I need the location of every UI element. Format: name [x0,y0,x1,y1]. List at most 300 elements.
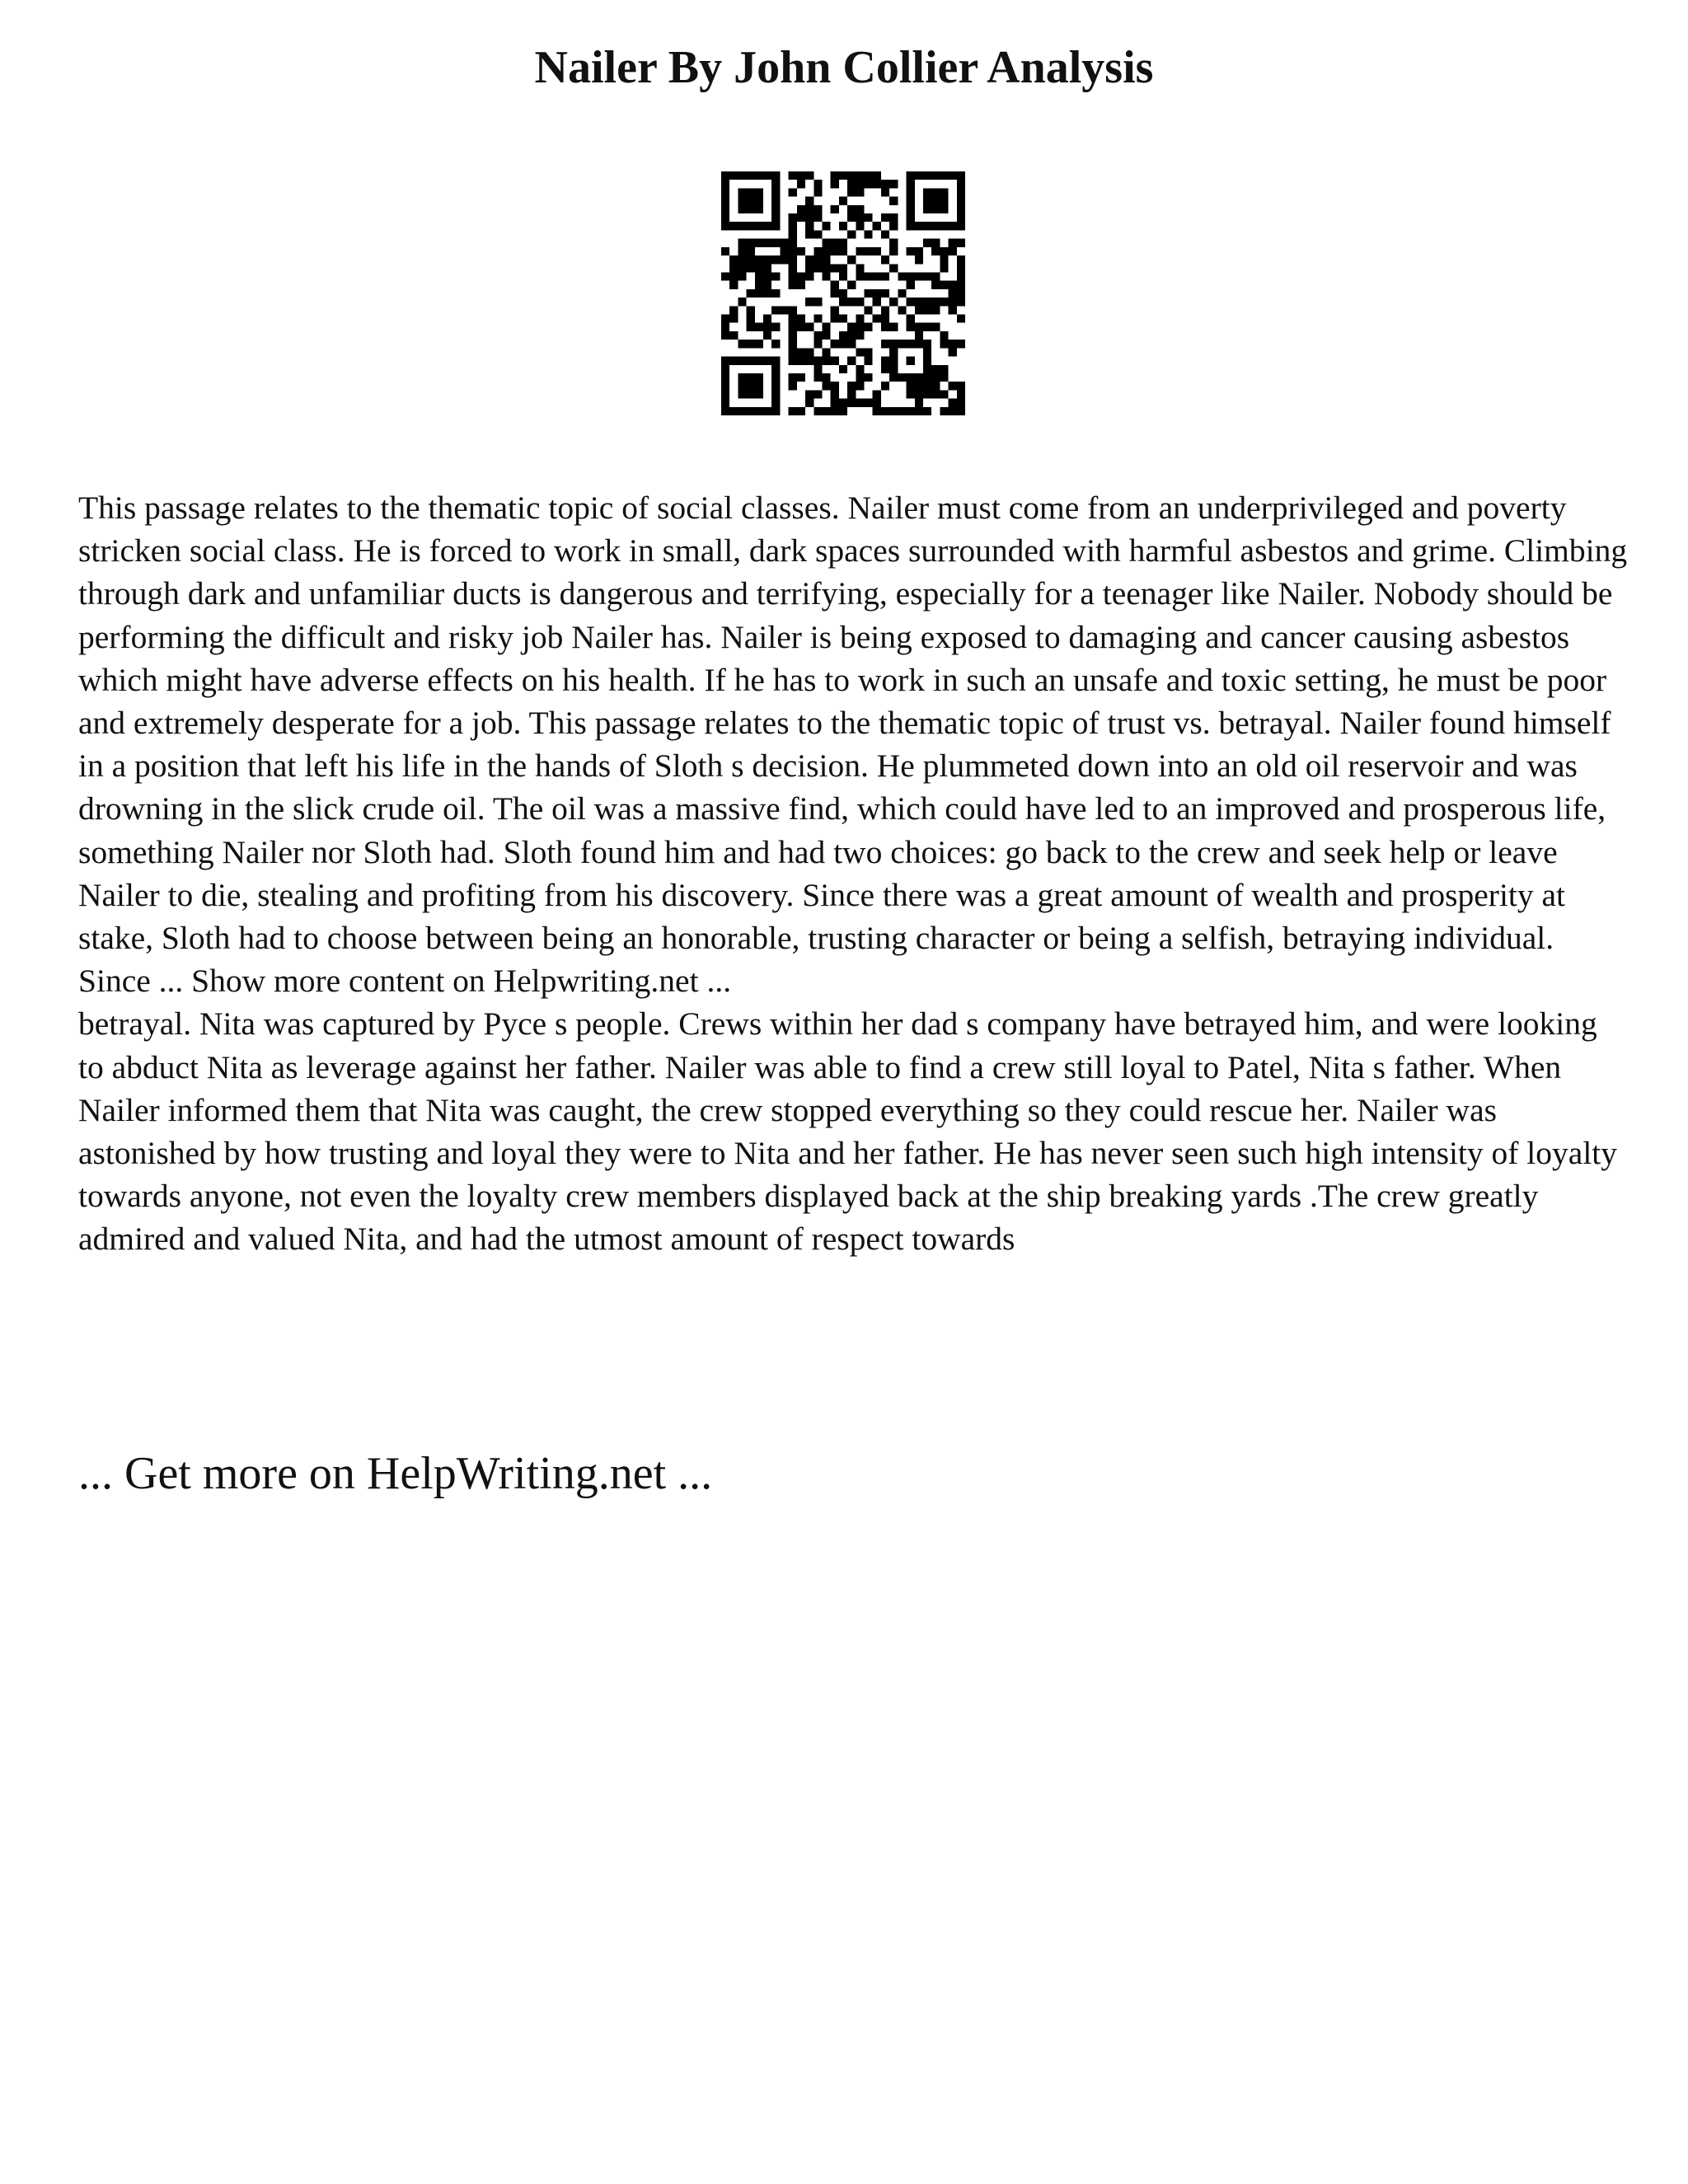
qr-module [907,382,915,390]
qr-module [822,331,830,340]
qr-module [839,407,847,415]
qr-module [907,357,915,365]
qr-module [805,390,814,398]
qr-module [814,340,822,348]
qr-module [907,197,915,205]
qr-module [940,264,948,272]
qr-module [957,407,965,415]
qr-module [889,180,898,188]
qr-module [721,272,729,280]
qr-module [839,365,847,373]
qr-module [949,281,957,289]
qr-module [931,171,940,180]
qr-module [923,348,931,356]
qr-module [771,255,780,264]
qr-module [915,399,923,407]
document-body [78,486,1628,1261]
qr-module [881,188,889,196]
qr-module [915,272,923,280]
qr-module [957,298,965,306]
qr-module [814,188,822,196]
qr-module [747,357,755,365]
qr-module [721,247,729,255]
qr-module [721,315,729,323]
qr-module [907,373,915,382]
qr-module [822,348,830,356]
qr-module [729,407,738,415]
qr-module [931,281,940,289]
qr-module [907,323,915,331]
qr-module [915,171,923,180]
qr-module [889,373,898,382]
qr-module [805,205,814,213]
qr-module [889,213,898,222]
qr-module [873,315,881,323]
qr-module [721,180,729,188]
qr-module [923,407,931,415]
qr-module [865,171,873,180]
qr-module [763,222,771,230]
qr-module [805,348,814,356]
qr-module [789,188,797,196]
qr-module [881,365,889,373]
qr-module [915,306,923,314]
qr-module [923,298,931,306]
qr-module [898,272,906,280]
qr-module [889,222,898,230]
qr-module [839,399,847,407]
qr-module [822,357,830,365]
qr-module [856,399,864,407]
qr-module [747,255,755,264]
qr-module [957,213,965,222]
qr-module [915,323,923,331]
qr-module [957,399,965,407]
qr-code-image [721,171,965,415]
qr-module [940,188,948,196]
qr-module [865,289,873,298]
qr-module [940,205,948,213]
qr-module [721,197,729,205]
qr-module [755,197,763,205]
qr-module [923,306,931,314]
qr-module [822,239,830,247]
qr-module [805,357,814,365]
qr-module [881,180,889,188]
qr-module [789,213,797,222]
qr-module [771,213,780,222]
qr-module [856,373,864,382]
qr-module [873,222,881,230]
qr-module [805,222,814,230]
qr-module [747,407,755,415]
qr-module [949,399,957,407]
qr-module [738,197,746,205]
qr-module [889,340,898,348]
qr-module [931,222,940,230]
qr-module [780,239,788,247]
qr-module [847,382,856,390]
qr-module [940,281,948,289]
qr-module [729,171,738,180]
qr-module [923,239,931,247]
qr-module [771,272,780,280]
qr-module [881,382,889,390]
qr-module [763,323,771,331]
qr-module [881,213,889,222]
qr-module [940,373,948,382]
qr-module [889,357,898,365]
qr-module [831,340,839,348]
qr-module [865,373,873,382]
qr-module [957,315,965,323]
qr-module [814,315,822,323]
qr-module [889,407,898,415]
qr-module [755,357,763,365]
qr-module [865,323,873,331]
qr-module [747,171,755,180]
qr-module [881,407,889,415]
qr-module [822,222,830,230]
qr-module [729,357,738,365]
qr-module [747,188,755,196]
qr-module [839,340,847,348]
qr-module [957,239,965,247]
qr-module [873,289,881,298]
qr-module [898,289,906,298]
qr-module [949,306,957,314]
qr-module [915,407,923,415]
qr-module [949,247,957,255]
qr-module [847,180,856,188]
qr-module [873,171,881,180]
qr-module [847,331,856,340]
qr-module [771,222,780,230]
qr-module [747,247,755,255]
qr-module [721,407,729,415]
qr-module [907,171,915,180]
qr-module [814,213,822,222]
qr-module [797,357,805,365]
qr-module [831,205,839,213]
qr-module [747,205,755,213]
qr-module [931,390,940,398]
qr-module [931,306,940,314]
qr-module [865,180,873,188]
qr-module [814,407,822,415]
qr-module [831,315,839,323]
qr-module [839,298,847,306]
qr-module [738,407,746,415]
qr-module [831,180,839,188]
qr-module [721,323,729,331]
qr-module [747,222,755,230]
qr-module [839,171,847,180]
qr-module [771,239,780,247]
qr-module [847,205,856,213]
qr-module [738,222,746,230]
qr-module [923,171,931,180]
qr-module [747,264,755,272]
qr-module [805,255,814,264]
qr-module [839,272,847,280]
qr-module [721,399,729,407]
qr-module [923,390,931,398]
qr-module [797,213,805,222]
qr-module [797,315,805,323]
qr-module [931,382,940,390]
qr-module [797,373,805,382]
qr-module [856,264,864,272]
qr-module [822,407,830,415]
qr-module [831,264,839,272]
qr-module [789,331,797,340]
qr-module [789,255,797,264]
qr-module [949,348,957,356]
qr-module [915,298,923,306]
qr-module [755,373,763,382]
qr-module [721,213,729,222]
qr-module [789,407,797,415]
qr-module [847,255,856,264]
qr-module [805,264,814,272]
qr-module [763,357,771,365]
qr-module [940,331,948,340]
qr-module [881,289,889,298]
qr-module [856,365,864,373]
qr-module [931,239,940,247]
qr-module [747,306,755,314]
qr-module [873,247,881,255]
qr-module [847,188,856,196]
qr-module [738,205,746,213]
qr-module [797,407,805,415]
qr-module [771,407,780,415]
qr-module [931,365,940,373]
qr-module [755,205,763,213]
qr-module [898,373,906,382]
qr-module [839,331,847,340]
qr-module [771,171,780,180]
qr-module [747,239,755,247]
qr-module [747,390,755,398]
qr-module [831,390,839,398]
get-more-link[interactable]: ... Get more on HelpWriting.net ... [78,1448,713,1499]
qr-module [865,230,873,238]
qr-module [856,247,864,255]
qr-module [729,222,738,230]
qr-module [729,255,738,264]
qr-module [957,382,965,390]
qr-module [771,399,780,407]
qr-module [738,247,746,255]
qr-module [881,255,889,264]
qr-module [814,331,822,340]
qr-module [755,171,763,180]
qr-module [847,171,856,180]
qr-module [839,289,847,298]
qr-module [889,264,898,272]
qr-module [889,348,898,356]
qr-module [957,222,965,230]
qr-module [856,315,864,323]
document-title: Nailer By John Collier Analysis [534,42,1154,93]
qr-module [755,222,763,230]
qr-module [957,390,965,398]
qr-module [957,340,965,348]
qr-module [822,323,830,331]
qr-module [805,171,814,180]
qr-module [856,298,864,306]
qr-module [771,365,780,373]
qr-module [789,281,797,289]
qr-module [949,171,957,180]
qr-module [721,171,729,180]
qr-module [831,247,839,255]
qr-module [923,188,931,196]
qr-module [889,247,898,255]
qr-module [738,188,746,196]
qr-module [721,331,729,340]
qr-module [822,382,830,390]
qr-module [873,272,881,280]
qr-module [856,188,864,196]
qr-module [822,255,830,264]
qr-module [789,348,797,356]
qr-module [949,382,957,390]
qr-module [839,315,847,323]
qr-module [729,306,738,314]
qr-module [940,222,948,230]
qr-module [847,323,856,331]
qr-module [931,197,940,205]
qr-module [923,205,931,213]
qr-module [856,180,864,188]
qr-module [831,289,839,298]
qr-module [738,298,746,306]
qr-module [856,222,864,230]
qr-module [957,188,965,196]
qr-module [822,272,830,280]
qr-module [747,340,755,348]
qr-module [814,357,822,365]
qr-module [940,255,948,264]
qr-module [889,197,898,205]
qr-module [831,281,839,289]
qr-module [755,340,763,348]
qr-module [881,340,889,348]
qr-module [889,323,898,331]
qr-module [755,407,763,415]
qr-module [957,205,965,213]
qr-module [856,382,864,390]
qr-module [763,239,771,247]
qr-module [865,399,873,407]
qr-module [797,323,805,331]
qr-module [789,171,797,180]
qr-module [915,222,923,230]
qr-module [873,407,881,415]
qr-module [721,188,729,196]
qr-module [747,382,755,390]
qr-module [814,247,822,255]
qr-module [729,281,738,289]
qr-module [865,247,873,255]
qr-module [940,365,948,373]
qr-module [907,180,915,188]
qr-module [898,306,906,314]
qr-module [797,205,805,213]
qr-module [771,205,780,213]
qr-module [755,255,763,264]
qr-module [839,197,847,205]
qr-module [839,247,847,255]
qr-module [957,171,965,180]
qr-module [889,365,898,373]
qr-module [747,197,755,205]
qr-module [763,289,771,298]
qr-module [789,306,797,314]
qr-module [789,315,797,323]
qr-module [873,298,881,306]
qr-module [940,171,948,180]
qr-module [940,298,948,306]
qr-module [721,365,729,373]
qr-module [881,306,889,314]
qr-module [789,230,797,238]
qr-module [931,247,940,255]
qr-module [856,348,864,356]
qr-module [915,382,923,390]
qr-module [805,272,814,280]
qr-module [771,197,780,205]
qr-module [738,340,746,348]
qr-module [923,197,931,205]
qr-module [789,222,797,230]
qr-module [729,315,738,323]
qr-module [881,357,889,365]
body-paragraph-1: This passage relates to the thematic topic of social classes. Nailer must come from an underprivileged and poverty stricken social class. He is forced to work in small, dark spaces surrounded with harmful asbestos and grime. Climbing through dark and unfamiliar ducts is dangerous and terrifying, especially for a teenager like Nailer. Nobody should be performing the difficult and risky job Nailer has. Nailer is being exposed to damaging and cancer causing asbestos which might have adverse effects on his health. If he has to work in such an unsafe and toxic setting, he must be poor and extremely desperate for a job. This passage relates to the thematic topic of trust vs. betrayal. Nailer found himself in a position that left his life in the hands of Sloth s decision. He plummeted down into an old oil reservoir and was drowning in the slick crude oil. The oil was a massive find, which could have led to an improved and prosperous life, something Nailer nor Sloth had. Sloth found him and had two choices: go back to the crew and seek help or leave Nailer to die, stealing and profiting from his discovery. Since there was a great amount of wealth and prosperity at stake, Sloth had to choose between being an honorable, trusting character or being a selfish, betraying individual. Since ... Show more content on Helpwriting.net ... [78,490,1628,1000]
qr-module [771,180,780,188]
body-paragraph-2: betrayal. Nita was captured by Pyce s people. Crews within her dad s company have betrayed him, and were looking to abduct Nita as leverage against her father. Nailer was able to find a crew still loyal to Patel, Nita s father. When Nailer informed them that Nita was caught, the crew stopped everything so they could rescue her. Nailer was astonished by how trusting and loyal they were to Nita and her father. He has never seen such high intensity of loyalty towards anyone, not even the loyalty crew members displayed back at the ship breaking yards .The crew greatly admired and valued Nita, and had the utmost amount of respect towards [78,1005,1618,1258]
qr-module [847,390,856,398]
qr-module [881,323,889,331]
qr-module [907,247,915,255]
qr-module [873,180,881,188]
qr-module [755,382,763,390]
qr-module [865,357,873,365]
qr-module [763,272,771,280]
qr-module [831,306,839,314]
qr-module [831,357,839,365]
qr-module [814,255,822,264]
qr-module [865,306,873,314]
qr-module [771,382,780,390]
qr-module [831,171,839,180]
qr-module [856,205,864,213]
qr-module [721,205,729,213]
qr-module [923,357,931,365]
qr-module [847,213,856,222]
qr-module [805,399,814,407]
qr-module [763,407,771,415]
qr-module [831,239,839,247]
qr-module [847,399,856,407]
qr-module [931,373,940,382]
qr-module [915,331,923,340]
qr-module [940,197,948,205]
qr-module [931,205,940,213]
